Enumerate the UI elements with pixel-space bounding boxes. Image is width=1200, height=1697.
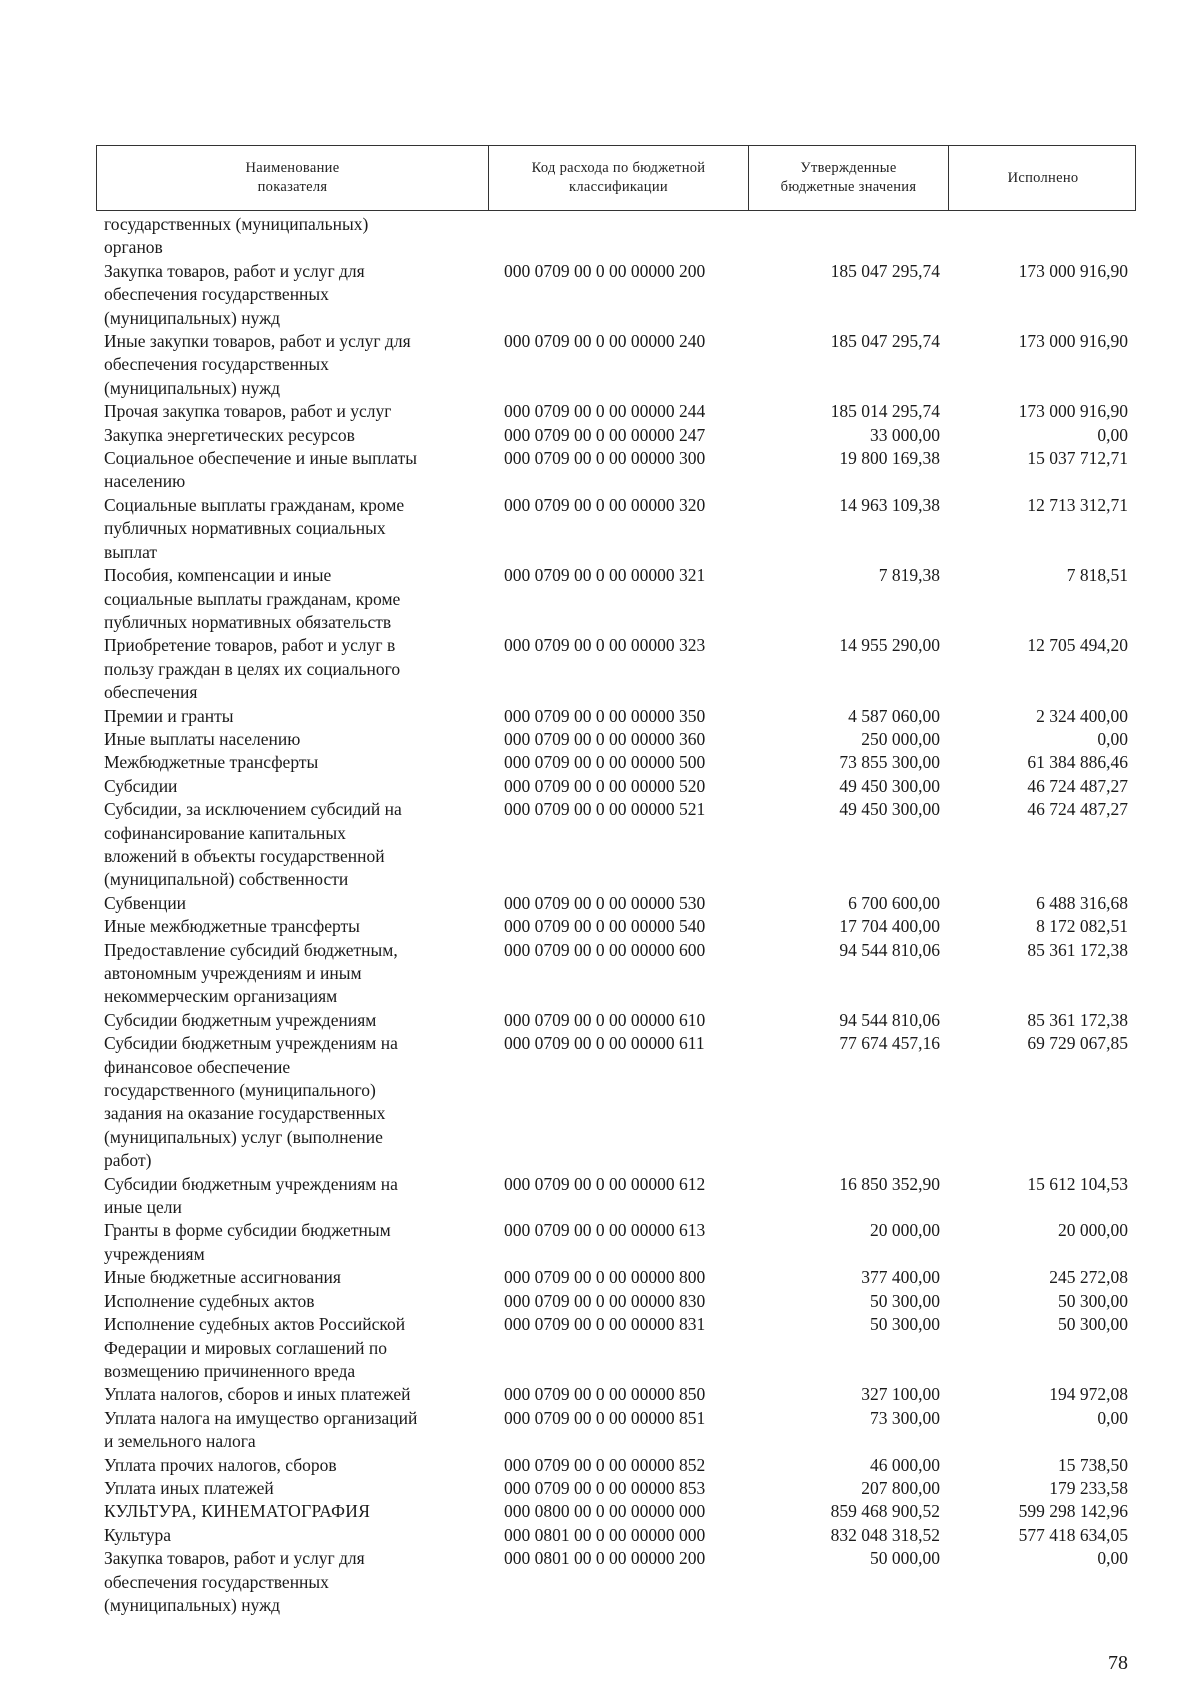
row-code: 000 0709 00 0 00 00000 521 [504, 799, 706, 820]
row-name: Социальное обеспечение и иные выплаты населению [104, 448, 418, 492]
row-executed: 0,00 [1097, 1407, 1128, 1428]
table-row [96, 1009, 1136, 1032]
row-executed: 0,00 [1097, 424, 1128, 445]
row-name: КУЛЬТУРА, КИНЕМАТОГРАФИЯ [104, 1501, 371, 1522]
table-header [96, 145, 1136, 211]
row-code: 000 0709 00 0 00 00000 323 [504, 635, 706, 656]
row-executed: 15 612 104,53 [1027, 1173, 1128, 1194]
row-code: 000 0709 00 0 00 00000 530 [504, 892, 706, 913]
row-name: Уплата иных платежей [104, 1477, 274, 1498]
table-row [96, 447, 1136, 494]
row-code: 000 0709 00 0 00 00000 350 [504, 705, 706, 726]
row-executed: 20 000,00 [1058, 1220, 1128, 1241]
table-row [96, 260, 1136, 330]
row-code: 000 0709 00 0 00 00000 320 [504, 494, 706, 515]
row-approved: 832 048 318,52 [830, 1524, 940, 1545]
row-approved: 94 544 810,06 [839, 939, 940, 960]
row-approved: 46 000,00 [870, 1454, 940, 1475]
row-approved: 50 300,00 [870, 1290, 940, 1311]
row-executed: 85 361 172,38 [1027, 939, 1128, 960]
header-approved-label: Утвержденные бюджетные значения [780, 160, 917, 195]
table-row [96, 1383, 1136, 1406]
row-executed: 8 172 082,51 [1036, 916, 1128, 937]
table-row [96, 1266, 1136, 1289]
page-number: 78 [1108, 1652, 1128, 1674]
header-code [489, 146, 749, 210]
table-row [96, 400, 1136, 423]
row-name: Исполнение судебных актов Российской Федерации и мировых соглашений по возмещению причиненного вреда [104, 1314, 406, 1381]
row-name: Гранты в форме субсидии бюджетным учреждениям [104, 1220, 391, 1264]
row-name: Межбюджетные трансферты [104, 752, 319, 773]
row-executed: 194 972,08 [1049, 1384, 1128, 1405]
table-row [96, 1313, 1136, 1383]
row-approved: 250 000,00 [861, 728, 940, 749]
row-executed: 15 037 712,71 [1027, 448, 1128, 469]
row-executed [948, 213, 1136, 260]
row-approved: 20 000,00 [870, 1220, 940, 1241]
table-row [96, 775, 1136, 798]
row-executed: 0,00 [1097, 728, 1128, 749]
table-row [96, 1173, 1136, 1220]
row-code: 000 0709 00 0 00 00000 800 [504, 1267, 706, 1288]
row-executed: 61 384 886,46 [1027, 752, 1128, 773]
row-code: 000 0709 00 0 00 00000 520 [504, 775, 706, 796]
table-row [96, 1477, 1136, 1500]
row-name: Прочая закупка товаров, работ и услуг [104, 401, 392, 422]
row-approved: 185 047 295,74 [830, 260, 940, 281]
row-approved: 73 300,00 [870, 1407, 940, 1428]
row-executed: 2 324 400,00 [1036, 705, 1128, 726]
row-code: 000 0709 00 0 00 00000 360 [504, 728, 706, 749]
row-executed: 173 000 916,90 [1018, 401, 1128, 422]
row-approved: 50 300,00 [870, 1314, 940, 1335]
row-approved: 77 674 457,16 [839, 1033, 940, 1054]
row-approved: 49 450 300,00 [839, 799, 940, 820]
header-name [97, 146, 489, 210]
row-name: Исполнение судебных актов [104, 1290, 315, 1311]
row-executed: 173 000 916,90 [1018, 260, 1128, 281]
row-code: 000 0801 00 0 00 00000 000 [504, 1524, 706, 1545]
row-name: государственных (муниципальных) органов [104, 214, 369, 258]
row-name: Иные закупки товаров, работ и услуг для обеспечения государственных (муниципальных) нужд [104, 331, 411, 398]
row-name: Субсидии, за исключением субсидий на софинансирование капитальных вложений в объекты государственной (муниципальной) собственности [104, 799, 402, 890]
row-approved: 33 000,00 [870, 424, 940, 445]
row-code: 000 0709 00 0 00 00000 300 [504, 448, 706, 469]
row-code: 000 0709 00 0 00 00000 611 [504, 1033, 705, 1054]
row-approved: 185 047 295,74 [830, 331, 940, 352]
row-code: 000 0709 00 0 00 00000 851 [504, 1407, 706, 1428]
table-body [96, 213, 1136, 1617]
row-approved: 73 855 300,00 [839, 752, 940, 773]
row-name: Субвенции [104, 892, 187, 913]
row-approved: 14 955 290,00 [839, 635, 940, 656]
row-name: Предоставление субсидий бюджетным, автономным учреждениям и иным некоммерческим организациям [104, 939, 398, 1007]
row-executed: 245 272,08 [1049, 1267, 1128, 1288]
row-approved: 377 400,00 [861, 1267, 940, 1288]
row-name: Уплата налога на имущество организаций и земельного налога [104, 1407, 418, 1452]
header-code-label: Код расхода по бюджетной классификации [531, 160, 706, 195]
row-name: Субсидии бюджетным учреждениям на иные цели [104, 1173, 398, 1218]
row-name: Пособия, компенсации и иные социальные выплаты гражданам, кроме публичных нормативных обязательств [104, 565, 401, 632]
row-approved: 94 544 810,06 [839, 1009, 940, 1030]
row-code: 000 0801 00 0 00 00000 200 [504, 1548, 706, 1569]
row-code: 000 0709 00 0 00 00000 610 [504, 1009, 706, 1030]
row-code: 000 0709 00 0 00 00000 831 [504, 1314, 706, 1335]
row-executed: 50 300,00 [1058, 1290, 1128, 1311]
row-name: Премии и гранты [104, 705, 234, 726]
row-executed: 0,00 [1097, 1548, 1128, 1569]
row-code: 000 0709 00 0 00 00000 200 [504, 260, 706, 281]
row-name: Приобретение товаров, работ и услуг в пользу граждан в целях их социального обеспечения [104, 635, 401, 703]
table-row [96, 892, 1136, 915]
row-executed: 85 361 172,38 [1027, 1009, 1128, 1030]
header-executed-label: Исполнено [1007, 169, 1079, 186]
row-approved: 14 963 109,38 [839, 494, 940, 515]
row-code: 000 0709 00 0 00 00000 244 [504, 401, 706, 422]
row-code: 000 0709 00 0 00 00000 321 [504, 565, 706, 586]
row-name: Субсидии бюджетным учреждениям на финансовое обеспечение государственного (муниципального) задания на оказание государственных (муниципальных) услуг (выполнение работ) [104, 1033, 398, 1171]
table-row [96, 1547, 1136, 1617]
row-code: 000 0709 00 0 00 00000 247 [504, 424, 706, 445]
row-executed: 15 738,50 [1058, 1454, 1128, 1475]
row-executed: 50 300,00 [1058, 1314, 1128, 1335]
table-row [96, 939, 1136, 1009]
row-executed: 7 818,51 [1066, 565, 1128, 586]
row-approved: 17 704 400,00 [839, 916, 940, 937]
table-row [96, 705, 1136, 728]
table-row [96, 213, 1136, 260]
table-row [96, 1032, 1136, 1172]
row-approved: 19 800 169,38 [839, 448, 940, 469]
row-approved: 207 800,00 [861, 1477, 940, 1498]
row-approved: 859 468 900,52 [830, 1501, 940, 1522]
row-name: Культура [104, 1524, 172, 1545]
row-name: Социальные выплаты гражданам, кроме публичных нормативных социальных выплат [104, 494, 405, 562]
report-table [96, 145, 1136, 1617]
row-code: 000 0800 00 0 00 00000 000 [504, 1501, 706, 1522]
table-row [96, 330, 1136, 400]
row-code: 000 0709 00 0 00 00000 600 [504, 939, 706, 960]
row-approved: 185 014 295,74 [830, 401, 940, 422]
table-row [96, 494, 1136, 564]
header-executed [949, 146, 1137, 210]
row-name: Субсидии [104, 775, 178, 796]
row-code: 000 0709 00 0 00 00000 853 [504, 1477, 706, 1498]
row-code: 000 0709 00 0 00 00000 500 [504, 752, 706, 773]
row-code: 000 0709 00 0 00 00000 240 [504, 331, 706, 352]
table-row [96, 1500, 1136, 1523]
row-executed: 173 000 916,90 [1018, 331, 1128, 352]
header-approved [749, 146, 949, 210]
table-row [96, 751, 1136, 774]
table-row [96, 424, 1136, 447]
table-row [96, 915, 1136, 938]
table-row [96, 1454, 1136, 1477]
row-name: Закупка товаров, работ и услуг для обеспечения государственных (муниципальных) нужд [104, 260, 365, 328]
row-code [488, 213, 748, 260]
row-approved: 6 700 600,00 [848, 892, 940, 913]
row-executed: 599 298 142,96 [1018, 1501, 1128, 1522]
row-executed: 69 729 067,85 [1027, 1033, 1128, 1054]
table-row [96, 728, 1136, 751]
row-executed: 577 418 634,05 [1018, 1524, 1128, 1545]
row-name: Уплата налогов, сборов и иных платежей [104, 1384, 411, 1405]
table-row [96, 1219, 1136, 1266]
row-code: 000 0709 00 0 00 00000 540 [504, 916, 706, 937]
row-approved: 4 587 060,00 [848, 705, 940, 726]
row-executed: 46 724 487,27 [1027, 799, 1128, 820]
table-row [96, 564, 1136, 634]
row-approved: 16 850 352,90 [839, 1173, 940, 1194]
row-executed: 46 724 487,27 [1027, 775, 1128, 796]
row-code: 000 0709 00 0 00 00000 852 [504, 1454, 706, 1475]
row-name: Субсидии бюджетным учреждениям [104, 1009, 377, 1030]
row-name: Уплата прочих налогов, сборов [104, 1454, 337, 1475]
table-row [96, 1524, 1136, 1547]
row-approved: 7 819,38 [878, 565, 940, 586]
table-row [96, 634, 1136, 704]
header-name-label: Наименование показателя [245, 160, 340, 195]
row-code: 000 0709 00 0 00 00000 612 [504, 1173, 706, 1194]
row-approved [748, 213, 948, 260]
row-executed: 12 713 312,71 [1027, 494, 1128, 515]
row-executed: 12 705 494,20 [1027, 635, 1128, 656]
table-row [96, 1290, 1136, 1313]
row-executed: 6 488 316,68 [1036, 892, 1128, 913]
row-name: Иные межбюджетные трансферты [104, 916, 360, 937]
row-code: 000 0709 00 0 00 00000 850 [504, 1384, 706, 1405]
row-name: Иные бюджетные ассигнования [104, 1267, 341, 1288]
row-executed: 179 233,58 [1049, 1477, 1128, 1498]
table-row [96, 798, 1136, 892]
row-approved: 327 100,00 [861, 1384, 940, 1405]
row-code: 000 0709 00 0 00 00000 830 [504, 1290, 706, 1311]
row-approved: 49 450 300,00 [839, 775, 940, 796]
row-name: Закупка энергетических ресурсов [104, 424, 355, 445]
row-name: Закупка товаров, работ и услуг для обеспечения государственных (муниципальных) нужд [104, 1548, 365, 1615]
row-code: 000 0709 00 0 00 00000 613 [504, 1220, 706, 1241]
row-name: Иные выплаты населению [104, 728, 301, 749]
table-row [96, 1407, 1136, 1454]
row-approved: 50 000,00 [870, 1548, 940, 1569]
